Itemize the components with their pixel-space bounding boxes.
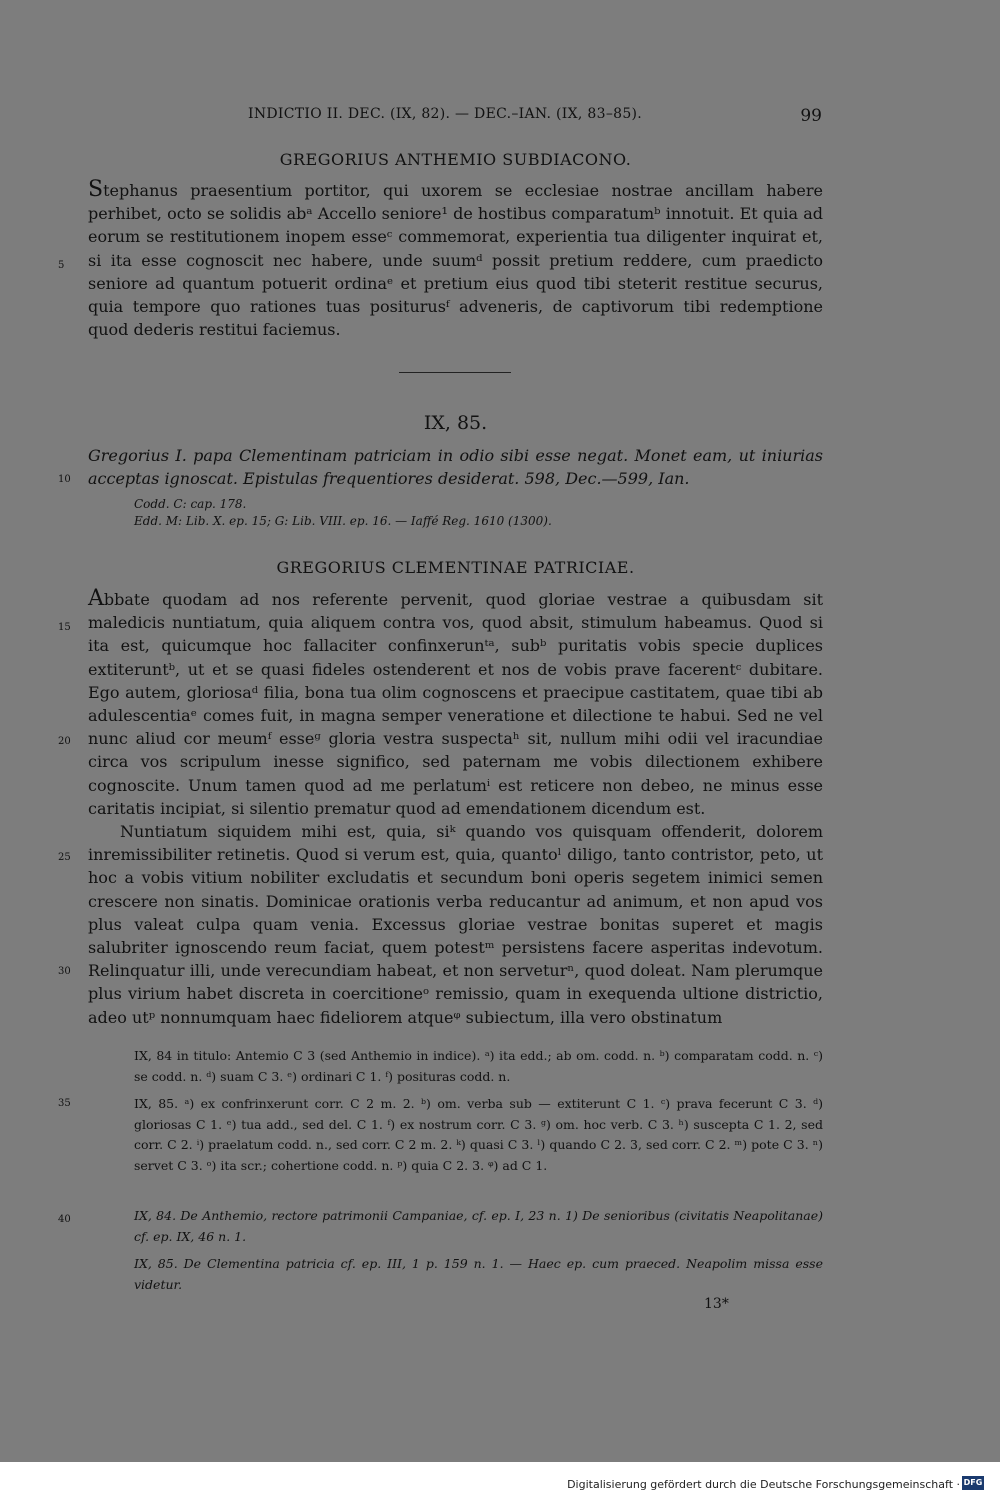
letter-85-body xyxy=(88,587,823,1029)
historical-note-84: IX, 84. De Anthemio, rectore patrimonii Campaniae, cf. ep. I, 23 n. 1) De senioribus (civitatis Neapolitanae) cf. ep. IX, 46 n. 1. xyxy=(134,1208,823,1244)
letter-85-summary: Gregorius I. papa Clementinam patriciam in odio sibi esse negat. Monet eam, ut iniurias acceptas ignoscat. Epistulas frequentiores desiderat. 598, Dec.—599, Ian. xyxy=(88,446,823,488)
line-number: 40 xyxy=(58,1214,71,1225)
line-number: 10 xyxy=(58,474,71,485)
letter-84-initial: S xyxy=(88,177,104,202)
apparatus-84: IX, 84 in titulo: Antemio C 3 (sed Anthemio in indice). ᵃ) ita edd.; ab om. codd. n. ᵇ) comparatam codd. n. ᶜ) se codd. n. ᵈ) suam C 3. ᵉ) ordinari C 1. ᶠ) posituras codd. n. xyxy=(134,1048,823,1084)
line-number: 5 xyxy=(58,260,65,271)
manuscript-sigla xyxy=(134,496,552,530)
letter-85-initial: A xyxy=(88,586,104,611)
letter-85-para1: bbate quodam ad nos referente pervenit, quod gloriae vestrae a quibusdam sit maledicis nuntiatum, quia aliquem contra vos, quod absit, stimulum habeamus. Quod si ita est, quicumque hoc fallaciter confinxerunᵗᵃ, subᵇ puritatis vobis specie duplices extiteruntᵇ, ut et se quasi fideles ostenderent et nos de vobis prave facerentᶜ dubitare. Ego autem, gloriosaᵈ filia, bona tua olim cognoscens et praecipue castitatem, quae tibi ab adulescentiaᵉ comes fuit, in magna semper veneratione et dilectione te habui. Sed ne vel nunc aliud cor meumᶠ esseᵍ gloria vestra suspectaʰ sit, nullum mihi odii vel iracundiae circa vos scripulum inesse significo, sed paternam me vobis dilectionem exhibere cognoscite. Unum tamen quod ad me perlatumⁱ est reticere non debeo, ne minus esse caritatis incipiat, si silentio prematur quod ad emendationem dicendum est. xyxy=(88,590,823,818)
dfg-logo-icon: DFG xyxy=(962,1476,984,1490)
apparatus-85: IX, 85. ᵃ) ex confrinxerunt corr. C 2 m. 2. ᵇ) om. verba sub — extiterunt C 1. ᶜ) prava fecerunt C 3. ᵈ) gloriosas C 1. ᵉ) tua add., sed del. C 1. ᶠ) ex nostrum corr. C 3. ᵍ) om. hoc verb. C 3. ʰ) suscepta C 1. 2, sed corr. C 2. ⁱ) praelatum codd. n., sed corr. C 2 m. 2. ᵏ) quasi C 3. ˡ) quando C 2. 3, sed corr. C 2. ᵐ) pote C 3. ⁿ) servet C 3. ᵒ) ita scr.; cohertione codd. n. ᵖ) quia C 2. 3. ᵠ) ad C 1. xyxy=(134,1096,823,1173)
running-head: INDICTIO II. DEC. (IX, 82). — DEC.–IAN. (IX, 83–85). xyxy=(248,106,643,122)
editions-line: Edd. M: Lib. X. ep. 15; G: Lib. VIII. ep. 16. — Iaffé Reg. 1610 (1300). xyxy=(134,514,552,528)
digitization-footer xyxy=(0,1462,1000,1496)
gathering-signature: 13* xyxy=(704,1296,729,1312)
line-number: 25 xyxy=(58,852,71,863)
letter-85-number: IX, 85. xyxy=(423,412,488,434)
historical-note-85: IX, 85. De Clementina patricia cf. ep. III, 1 p. 159 n. 1. — Haec ep. cum praeced. Neapolim missa esse videtur. xyxy=(134,1256,823,1292)
letter-85-title: GREGORIUS CLEMENTINAE PATRICIAE. xyxy=(276,558,635,577)
letter-85-para2: Nuntiatum siquidem mihi est, quia, siᵏ quando vos quisquam offenderit, dolorem inremissibiliter retinetis. Quod si verum est, quia, quantoˡ diligo, tanto contristor, peto, ut hoc a vobis vitium nobiliter excludatis et secundum boni operis segetem inimici semen crescere non sinatis. Dominicae orationis verba reducantur ad animum, et non apud vos plus valeat culpa quam venia. Excessus gloriae vestrae bonitas superet et magis salubriter ignoscendo reum faciat, quem potestᵐ persistens facere asperitas indevotum. Relinquatur illi, unde verecundiam habeat, et non serveturⁿ, quod doleat. Nam plerumque plus virium habet discreta in coercitioneᵒ remissio, quam in exequenda ultione districtio, adeo utᵖ nonnumquam haec fideliorem atqueᵠ subiectum, illa vero obstinatum xyxy=(88,822,823,1027)
letter-84-text: tephanus praesentium portitor, qui uxorem se ecclesiae nostrae ancillam habere perhibet, octo se solidis abᵃ Accello seniore¹ de hostibus comparatumᵇ innotuit. Et quia ad eorum se restitutionem inopem esseᶜ commemorat, experientia tua diligenter inquirat et, si ita esse cognoscit nec habere, unde suumᵈ possit pretium reddere, cum praedicto seniore ad quantum potuerit ordinaᵉ et pretium eius quod tibi steterit restitue securus, quia tempore quo rationes tuas positurusᶠ adveneris, de captivorum tibi redemptione quod dederis restitui faciemus. xyxy=(88,181,823,340)
letter-84-body xyxy=(88,178,823,341)
letter-84-title: GREGORIUS ANTHEMIO SUBDIACONO. xyxy=(279,150,632,169)
line-number: 15 xyxy=(58,622,71,633)
line-number: 35 xyxy=(58,1098,71,1109)
funding-credit: Digitalisierung gefördert durch die Deutsche Forschungsgemeinschaft · xyxy=(567,1478,960,1491)
codices-line: Codd. C: cap. 178. xyxy=(134,497,247,511)
page-number: 99 xyxy=(800,106,822,126)
line-number: 30 xyxy=(58,966,71,977)
page-header xyxy=(0,104,1000,132)
line-number: 20 xyxy=(58,736,71,747)
section-divider xyxy=(399,372,511,373)
